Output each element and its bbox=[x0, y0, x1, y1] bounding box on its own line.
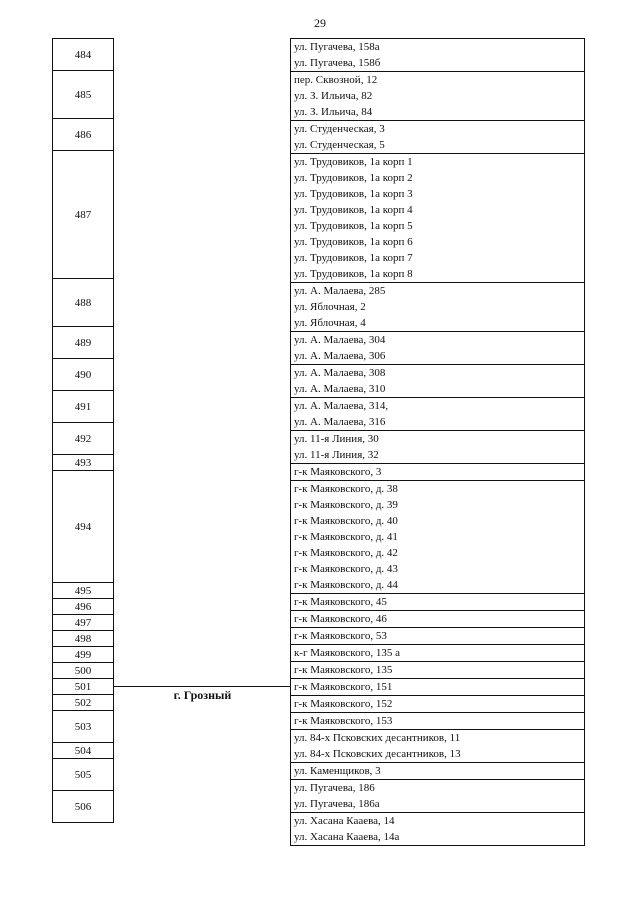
address-line: ул. 84-х Псковских десантников, 13 bbox=[294, 748, 461, 760]
address-line: г-к Маяковского, 153 bbox=[294, 715, 393, 727]
address-line: г-к Маяковского, д. 38 bbox=[294, 483, 398, 495]
address-line: г-к Маяковского, 53 bbox=[294, 630, 387, 642]
precinct-number: 488 bbox=[52, 279, 114, 327]
address-line: ул. Яблочная, 4 bbox=[294, 317, 366, 329]
precinct-number: 501 bbox=[52, 679, 114, 695]
precinct-number: 502 bbox=[52, 695, 114, 711]
address-line: г-к Маяковского, д. 44 bbox=[294, 579, 398, 591]
address-line: г-к Маяковского, 3 bbox=[294, 466, 382, 478]
address-group bbox=[290, 730, 585, 763]
address-line: ул. Трудовиков, 1а корп 6 bbox=[294, 236, 413, 248]
address-line: ул. А. Малаева, 304 bbox=[294, 334, 386, 346]
address-group bbox=[290, 679, 585, 696]
precinct-number: 499 bbox=[52, 647, 114, 663]
address-line: ул. Яблочная, 2 bbox=[294, 301, 366, 313]
address-group bbox=[290, 39, 585, 72]
address-line: ул. А. Малаева, 306 bbox=[294, 350, 386, 362]
address-line: ул. Пугачева, 158а bbox=[294, 41, 380, 53]
address-group bbox=[290, 332, 585, 365]
address-group bbox=[290, 464, 585, 481]
address-group bbox=[290, 283, 585, 332]
precinct-number: 505 bbox=[52, 759, 114, 791]
address-line: ул. З. Ильича, 84 bbox=[294, 106, 373, 118]
address-line: г-к Маяковского, д. 41 bbox=[294, 531, 398, 543]
address-group bbox=[290, 594, 585, 611]
address-line: г-к Маяковского, 152 bbox=[294, 698, 393, 710]
address-group bbox=[290, 813, 585, 846]
address-group bbox=[290, 611, 585, 628]
address-group bbox=[290, 763, 585, 780]
precinct-number: 493 bbox=[52, 455, 114, 471]
address-group bbox=[290, 662, 585, 679]
address-group bbox=[290, 645, 585, 662]
address-line: ул. А. Малаева, 314, bbox=[294, 400, 389, 412]
city-divider-line bbox=[114, 686, 290, 687]
address-column bbox=[290, 38, 585, 846]
address-group bbox=[290, 431, 585, 464]
precinct-number: 495 bbox=[52, 583, 114, 599]
address-group bbox=[290, 72, 585, 121]
address-line: ул. Трудовиков, 1а корп 2 bbox=[294, 172, 413, 184]
address-line: ул. 84-х Псковских десантников, 11 bbox=[294, 732, 461, 744]
address-line: г-к Маяковского, д. 42 bbox=[294, 547, 398, 559]
precinct-number: 506 bbox=[52, 791, 114, 823]
address-line: ул. Хасана Кааева, 14 bbox=[294, 815, 395, 827]
precinct-number: 492 bbox=[52, 423, 114, 455]
address-group bbox=[290, 365, 585, 398]
address-group bbox=[290, 780, 585, 813]
address-group bbox=[290, 628, 585, 645]
precinct-number: 494 bbox=[52, 471, 114, 583]
address-group bbox=[290, 481, 585, 594]
precinct-number: 487 bbox=[52, 151, 114, 279]
page-number: 29 bbox=[314, 16, 326, 30]
address-line: пер. Сквозной, 12 bbox=[294, 74, 378, 86]
address-group bbox=[290, 696, 585, 713]
address-line: г-к Маяковского, 151 bbox=[294, 681, 393, 693]
address-line: ул. Трудовиков, 1а корп 8 bbox=[294, 268, 413, 280]
address-line: г-к Маяковского, 45 bbox=[294, 596, 387, 608]
address-line: ул. Пугачева, 158б bbox=[294, 57, 381, 69]
address-line: ул. Пугачева, 186а bbox=[294, 798, 380, 810]
precinct-number: 504 bbox=[52, 743, 114, 759]
address-line: ул. Трудовиков, 1а корп 5 bbox=[294, 220, 413, 232]
address-line: г-к Маяковского, д. 40 bbox=[294, 515, 398, 527]
address-line: г-к Маяковского, д. 43 bbox=[294, 563, 398, 575]
city-label: г. Грозный bbox=[173, 688, 232, 702]
address-line: ул. А. Малаева, 308 bbox=[294, 367, 386, 379]
address-line: ул. Трудовиков, 1а корп 7 bbox=[294, 252, 413, 264]
address-line: ул. 11-я Линия, 32 bbox=[294, 449, 379, 461]
precinct-number: 485 bbox=[52, 71, 114, 119]
address-line: ул. А. Малаева, 285 bbox=[294, 285, 386, 297]
address-line: г-к Маяковского, д. 39 bbox=[294, 499, 398, 511]
address-line: ул. А. Малаева, 310 bbox=[294, 383, 386, 395]
address-group bbox=[290, 154, 585, 283]
precinct-number: 496 bbox=[52, 599, 114, 615]
precinct-number: 500 bbox=[52, 663, 114, 679]
address-line: ул. Пугачева, 186 bbox=[294, 782, 375, 794]
precinct-number: 491 bbox=[52, 391, 114, 423]
address-line: ул. Трудовиков, 1а корп 3 bbox=[294, 188, 413, 200]
precinct-number: 484 bbox=[52, 39, 114, 71]
address-line: ул. Трудовиков, 1а корп 4 bbox=[294, 204, 413, 216]
address-line: ул. Хасана Кааева, 14а bbox=[294, 831, 400, 843]
precinct-number: 498 bbox=[52, 631, 114, 647]
precinct-number-column bbox=[52, 38, 114, 823]
precinct-number: 490 bbox=[52, 359, 114, 391]
address-line: ул. Студенческая, 3 bbox=[294, 123, 385, 135]
address-group bbox=[290, 398, 585, 431]
precinct-number: 486 bbox=[52, 119, 114, 151]
address-line: ул. Студенческая, 5 bbox=[294, 139, 385, 151]
precinct-number: 489 bbox=[52, 327, 114, 359]
address-line: ул. Трудовиков, 1а корп 1 bbox=[294, 156, 413, 168]
address-line: ул. З. Ильича, 82 bbox=[294, 90, 373, 102]
address-line: ул. А. Малаева, 316 bbox=[294, 416, 386, 428]
address-line: г-к Маяковского, 46 bbox=[294, 613, 387, 625]
precinct-number: 497 bbox=[52, 615, 114, 631]
address-group bbox=[290, 713, 585, 730]
address-line: г-к Маяковского, 135 bbox=[294, 664, 393, 676]
address-line: ул. 11-я Линия, 30 bbox=[294, 433, 379, 445]
address-group bbox=[290, 121, 585, 154]
address-line: к-г Маяковского, 135 а bbox=[294, 647, 400, 659]
precinct-number: 503 bbox=[52, 711, 114, 743]
address-line: ул. Каменщиков, 3 bbox=[294, 765, 381, 777]
